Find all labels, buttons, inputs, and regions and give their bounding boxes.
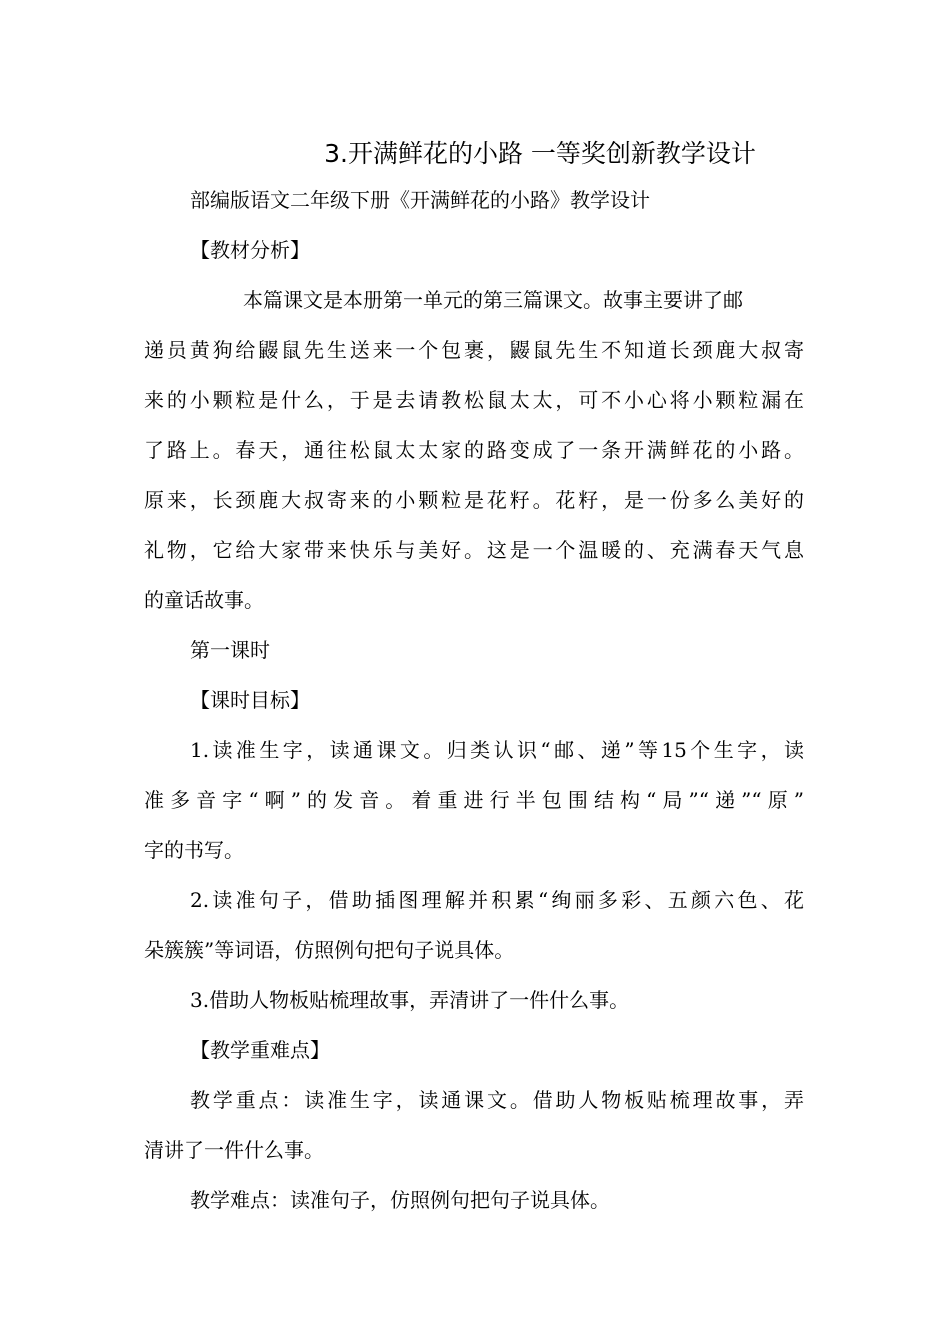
goal-line: 1.读准生字，读通课文。归类认识“邮、递”等15个生字，读 bbox=[190, 738, 804, 762]
goal-line: 3.借助人物板贴梳理故事，弄清讲了一件什么事。 bbox=[190, 988, 630, 1012]
key-point-line: 教学重点：读准生字，读通课文。借助人物板贴梳理故事，弄 bbox=[190, 1088, 804, 1112]
difficulty-line: 教学难点：读准句子，仿照例句把句子说具体。 bbox=[190, 1188, 610, 1212]
goal-line: 准多音字“啊”的发音。着重进行半包围结构“局”“递”“原” bbox=[144, 788, 804, 812]
document-subtitle: 部编版语文二年级下册《开满鲜花的小路》教学设计 bbox=[190, 188, 650, 212]
paragraph-line: 原来，长颈鹿大叔寄来的小颗粒是花籽。花籽，是一份多么美好的 bbox=[144, 488, 804, 512]
paragraph-line: 礼物，它给大家带来快乐与美好。这是一个温暖的、充满春天气息 bbox=[144, 538, 804, 562]
goal-line: 2.读准句子，借助插图理解并积累“绚丽多彩、五颜六色、花 bbox=[190, 888, 804, 912]
textbook-analysis-heading: 【教材分析】 bbox=[190, 238, 310, 262]
paragraph-line: 递员黄狗给鼹鼠先生送来一个包裹，鼹鼠先生不知道长颈鹿大叔寄 bbox=[144, 338, 804, 362]
key-point-line: 清讲了一件什么事。 bbox=[144, 1138, 324, 1162]
paragraph-line: 了路上。春天，通往松鼠太太家的路变成了一条开满鲜花的小路。 bbox=[144, 438, 804, 462]
lesson-label: 第一课时 bbox=[190, 638, 270, 662]
goal-line: 朵簇簇”等词语，仿照例句把句子说具体。 bbox=[144, 938, 515, 962]
paragraph-line: 来的小颗粒是什么，于是去请教松鼠太太，可不小心将小颗粒漏在 bbox=[144, 388, 804, 412]
document-title: 3.开满鲜花的小路 一等奖创新教学设计 bbox=[324, 139, 756, 168]
paragraph-line: 本篇课文是本册第一单元的第三篇课文。故事主要讲了邮 bbox=[243, 288, 743, 312]
key-points-heading: 【教学重难点】 bbox=[190, 1038, 330, 1062]
goal-line: 字的书写。 bbox=[144, 838, 244, 862]
goals-heading: 【课时目标】 bbox=[190, 688, 310, 712]
paragraph-line: 的童话故事。 bbox=[144, 588, 264, 612]
